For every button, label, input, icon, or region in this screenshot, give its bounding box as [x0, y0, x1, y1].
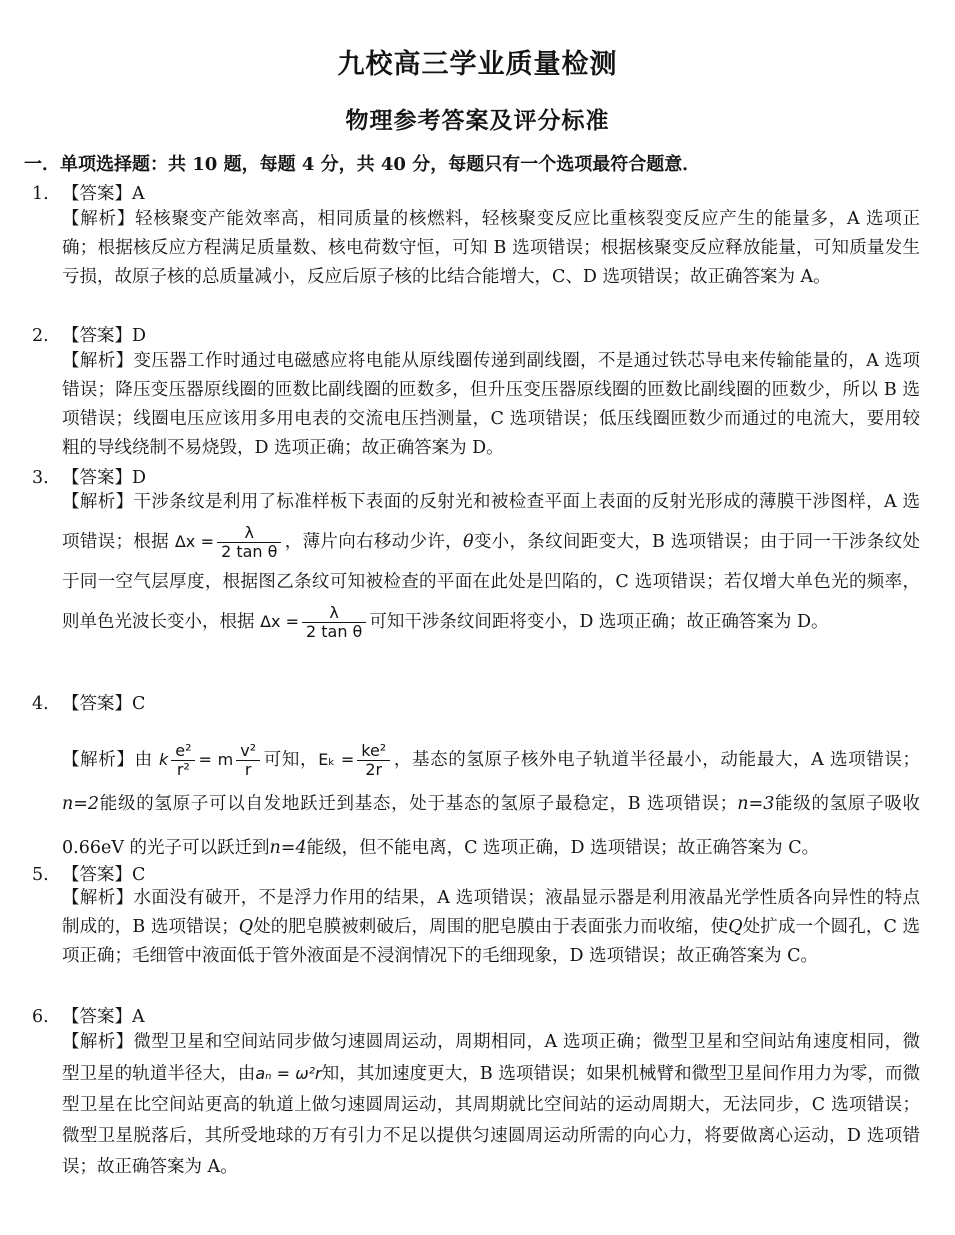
section-heading: 一．单项选择题：共 10 题，每题 4 分，共 40 分，每题只有一个选项最符合题意．: [24, 154, 701, 175]
question-number: 1.: [32, 184, 49, 204]
answer-label: 【答案】: [62, 468, 132, 488]
analysis-text: ，基态的氢原子核外电子轨道半径最小，动能最大，A 选项错误；: [393, 750, 921, 770]
page-title: 九校高三学业质量检测: [337, 49, 618, 80]
analysis-label: 【解析】: [62, 492, 134, 512]
question-5-analysis: [62, 884, 920, 971]
numerator: λ: [302, 604, 366, 623]
fraction: [171, 742, 195, 778]
question-2-answer: [32, 322, 146, 347]
denominator: 2 tan θ: [305, 622, 363, 641]
numerator: e²: [171, 742, 195, 761]
fraction: [236, 742, 260, 778]
question-4-analysis: [62, 738, 920, 870]
question-1-answer: [32, 180, 145, 205]
fraction: [357, 742, 390, 778]
formula-lhs: Eₖ =: [318, 750, 355, 769]
analysis-text: 干涉条纹是利用了标准样板下表面的反射光和被检查平面上表面的反射光形成的薄膜干涉图样，A 选项错误；根据: [62, 492, 921, 552]
question-6-analysis: [62, 1027, 920, 1183]
analysis-label: 【解析】: [62, 888, 134, 908]
analysis-text: 能级的氢原子可以自发地跃迁到基态，处于基态的氢原子最稳定，B 选项错误；: [99, 794, 738, 814]
analysis-text: 水面没有破开，不是浮力作用的结果，A 选项错误；液晶显示器是利用液晶光学性质各向异性的特点制成的，B 选项错误；: [62, 888, 921, 937]
symbol-k: k: [158, 750, 169, 769]
analysis-text: 变压器工作时通过电磁感应将电能从原线圈传递到副线圈，不是通过铁芯导电来传输能量的，A 选项错误；降压变压器原线圈的匝数比副线圈的匝数多，但升压变压器原线圈的匝数比副线圈的匝数少，所以 B 选项错误；线圈电压应该用多用电表的交流电压挡测量，C 选项错误；低压线圈匝数少而通过的电流大，要用较粗的导线绕制不易烧毁，D 选项正确；故正确答案为 D。: [62, 351, 921, 458]
question-6-answer: [32, 1003, 145, 1028]
answer-label: 【答案】: [62, 865, 132, 885]
analysis-text: 轻核聚变产能效率高，相同质量的核燃料，轻核聚变反应比重核裂变反应产生的能量多，A 选项正确；根据核反应方程满足质量数、核电荷数守恒，可知 B 选项错误；根据核聚变反应释放能量，可知质量发生亏损，故原子核的总质量减小，反应后原子核的比结合能增大，C、D 选项错误；故正确答案为 A。: [62, 209, 920, 287]
analysis-label: 【解析】: [62, 209, 136, 229]
analysis-text: 能级，但不能电离，C 选项正确，D 选项错误；故正确答案为 C。: [306, 838, 820, 858]
theta-symbol: θ: [462, 532, 474, 552]
question-5-answer: [32, 861, 145, 886]
analysis-text: 能级的氢原子吸收 0.66eV 的光子可以跃迁到: [62, 794, 921, 858]
analysis-text: 处的肥皂膜被刺破后，周围的肥皂膜由于表面张力而收缩，使: [253, 917, 729, 937]
analysis-text: 处扩成一个圆孔，C 选项正确；毛细管中液面低于管外液面是不浸润情况下的毛细现象，D 选项错误；故正确答案为 C。: [62, 917, 920, 966]
question-4-answer: [32, 690, 145, 715]
question-2-analysis: [62, 347, 920, 463]
analysis-label: 【解析】: [62, 750, 135, 770]
answer-value: A: [132, 1007, 145, 1027]
analysis-text: 可知，: [263, 750, 319, 770]
analysis-label: 【解析】: [62, 351, 134, 371]
question-3-analysis: [62, 482, 920, 642]
answer-value: A: [132, 184, 145, 204]
level-n4: n=4: [269, 838, 307, 858]
point-q: Q: [238, 917, 254, 937]
denominator: 2 tan θ: [221, 542, 278, 561]
analysis-text: 微型卫星和空间站同步做匀速圆周运动，周期相同，A 选项正确；微型卫星和空间站角速度相同，微型卫星的轨道半径大，由: [62, 1032, 921, 1084]
answer-label: 【答案】: [62, 694, 132, 714]
point-q: Q: [728, 917, 743, 937]
question-number: 4.: [32, 694, 49, 714]
question-number: 2.: [32, 326, 49, 346]
answer-value: C: [132, 694, 146, 714]
question-number: 5.: [32, 865, 49, 885]
acceleration-formula: aₙ = ω²r: [255, 1064, 322, 1083]
level-n2: n=2: [62, 794, 100, 814]
answer-label: 【答案】: [62, 326, 132, 346]
numerator: λ: [217, 524, 281, 543]
denominator: r²: [176, 760, 190, 779]
formula-lhs: Δx =: [174, 532, 215, 551]
answer-label: 【答案】: [62, 184, 132, 204]
analysis-text: 知，其加速度更大，B 选项错误；如果机械臂和微型卫星间作用力为零，而微型卫星在比空间站更高的轨道上做匀速圆周运动，其周期就比空间站的运动周期大，无法同步，C 选项错误；微型卫星脱落后，其所受地球的万有引力不足以提供匀速圆周运动所需的向心力，将要做离心运动，D 选项错误；故正确答案为 A。: [62, 1064, 921, 1177]
question-1-analysis: [62, 205, 920, 292]
answer-label: 【答案】: [62, 1007, 132, 1027]
analysis-text: 由: [134, 750, 153, 770]
question-number: 3.: [32, 468, 49, 488]
fraction: [302, 604, 366, 640]
question-number: 6.: [32, 1007, 49, 1027]
analysis-text: 可知干涉条纹间距将变小，D 选项正确；故正确答案为 D。: [369, 612, 829, 632]
analysis-label: 【解析】: [62, 1032, 134, 1052]
fraction: [217, 524, 281, 560]
numerator: ke²: [357, 742, 390, 761]
level-n3: n=3: [737, 794, 775, 814]
numerator: v²: [236, 742, 260, 761]
answer-value: C: [132, 865, 146, 885]
formula-lhs: Δx =: [260, 612, 299, 631]
analysis-text: ，薄片向右移动少许，: [284, 532, 463, 552]
analysis-text: 变小，条纹间距变大，B 选项错误；由于同一干涉条纹处于同一空气层厚度，根据图乙条纹可知被检查的平面在此处是凹陷的，C 选项错误；若仅增大单色光的频率，则单色光波长变小，根据: [62, 532, 920, 632]
answer-value: D: [132, 326, 147, 346]
answer-value: D: [132, 468, 147, 488]
denominator: 2r: [365, 760, 383, 779]
page-subtitle: 物理参考答案及评分标准: [345, 107, 610, 134]
formula-part: = m: [198, 750, 234, 769]
denominator: r: [244, 760, 252, 779]
